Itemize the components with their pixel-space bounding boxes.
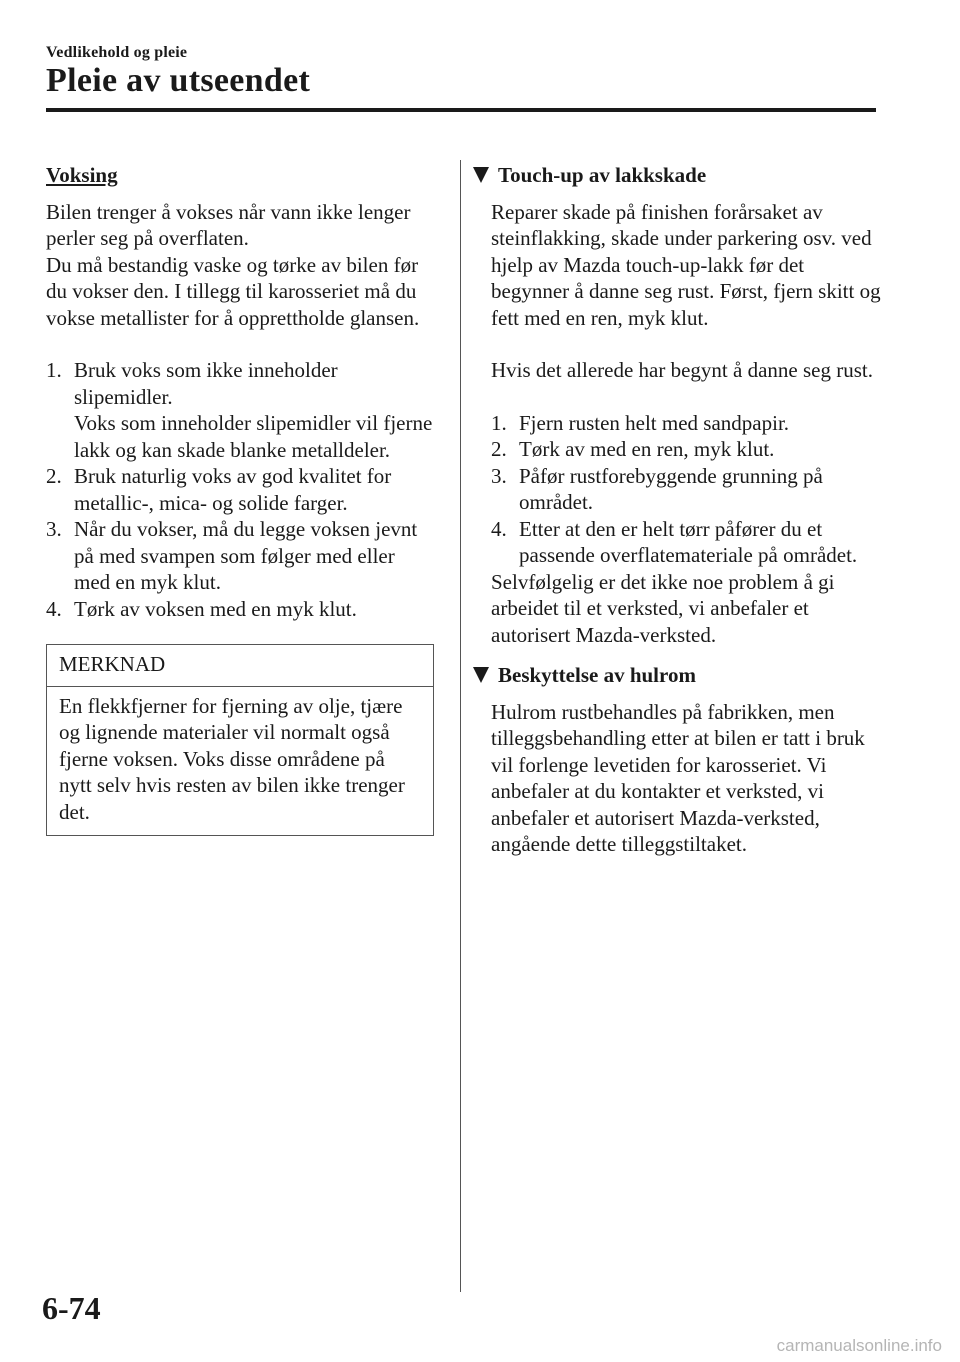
right-column	[491, 162, 881, 858]
voksing-intro-1: Bilen trenger å vokses når vann ikke lenger perler seg på overflaten.	[46, 199, 411, 250]
touchup-steps	[491, 410, 881, 569]
touchup-heading: Touch-up av lakkskade	[473, 162, 881, 189]
page-title: Pleie av utseendet	[46, 62, 311, 99]
note-body: En flekkfjerner for fjerning av olje, tjære og lignende materialer vil normalt også fjerne voksen. Voks disse områdene på nytt selv hvis resten av bilen ikke trenger det.	[59, 693, 405, 824]
title-rule	[46, 108, 876, 112]
triangle-down-icon	[473, 667, 489, 683]
touchup-outro: Selvfølgelig er det ikke noe problem å gi arbeidet til et verksted, vi anbefaler et autorisert Mazda-verksted.	[491, 569, 835, 647]
hulrom-body: Hulrom rustbehandles på fabrikken, men tilleggsbehandling etter at bilen er tatt i bruk vil forlenge levetiden for karosseriet. Vi anbefaler at du kontakter et verksted, vi anbefaler et autorisert Mazda-verksted, angående dette tilleggstiltaket.	[491, 699, 865, 856]
note-box	[46, 644, 434, 836]
touchup-rust: Hvis det allerede har begynt å danne seg rust.	[491, 358, 873, 382]
section-label: Vedlikehold og pleie	[46, 44, 188, 61]
watermark: carmanualsonline.info	[776, 1336, 942, 1355]
voksing-steps	[46, 357, 434, 622]
list-item: 4. Tørk av voksen med en myk klut.	[46, 596, 357, 621]
note-title: MERKNAD	[47, 645, 433, 687]
list-item: 4. Etter at den er helt tørr påfører du et passende overflatemateriale på området.	[491, 516, 858, 567]
list-item: 3. Påfør rustforebyggende grunning på området.	[491, 463, 823, 514]
hulrom-heading: Beskyttelse av hulrom	[473, 662, 881, 689]
list-item: 3. Når du vokser, må du legge voksen jevnt på med svampen som følger med eller med en myk klut.	[46, 517, 418, 594]
column-divider	[460, 160, 461, 1292]
list-item: 2. Tørk av med en ren, myk klut.	[491, 437, 775, 461]
list-item: 2. Bruk naturlig voks av god kvalitet for metallic-, mica- og solide farger.	[46, 464, 392, 515]
left-column	[46, 162, 434, 836]
triangle-down-icon	[473, 167, 489, 183]
list-item: 1. Fjern rusten helt med sandpapir.	[491, 410, 790, 435]
list-item: 1. Bruk voks som ikke inneholder slipemidler. Voks som inneholder slipemidler vil fjerne lakk og kan skade blanke metalldeler.	[46, 358, 433, 462]
page-number: 6-74	[42, 1290, 101, 1326]
touchup-intro: Reparer skade på finishen forårsaket av steinflakking, skade under parkering osv. ved hjelp av Mazda touch-up-lakk før det begynner å danne seg rust. Først, fjern skitt og fett med en ren, myk klut.	[491, 199, 881, 330]
voksing-intro-2: Du må bestandig vaske og tørke av bilen før du vokser den. I tillegg til karosseriet må du vokse metallister for å opprettholde glansen.	[46, 252, 420, 330]
voksing-heading: Voksing	[46, 163, 118, 187]
